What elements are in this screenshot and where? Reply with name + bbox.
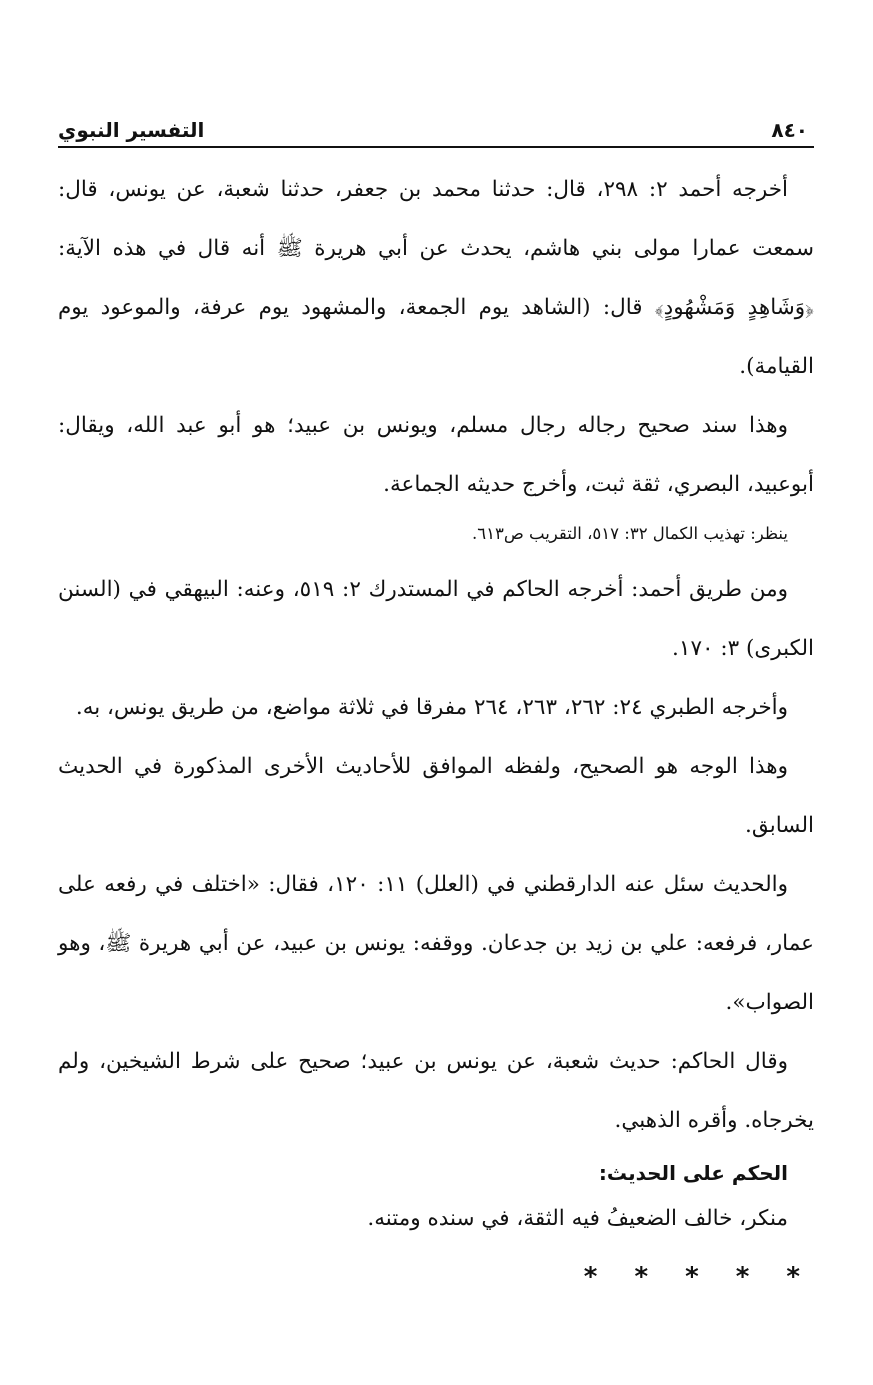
paragraph-takhrij-ahmad: أخرجه أحمد ٢: ٢٩٨، قال: حدثنا محمد بن جعفر، حدثنا شعبة، عن يونس، قال: سمعت عمارا مولى بني هاشم، يحدث عن أبي هريرة ﷺ أنه قال في هذه الآية: ﴿وَشَاهِدٍ وَمَشْهُودٍ﴾ قال: (الشاهد يوم الجمعة، والمشهود يوم عرفة، والموعود يوم القيامة).	[58, 177, 814, 379]
paragraph-correct-version: وهذا الوجه هو الصحيح، ولفظه الموافق للأحاديث الأخرى المذكورة في الحديث السابق.	[58, 754, 814, 838]
reference-note: ينظر: تهذيب الكمال ٣٢: ٥١٧، التقريب ص٦١٣.	[471, 524, 788, 543]
ruling-heading: الحكم على الحديث:	[598, 1161, 788, 1185]
paragraph-hakim-verdict: وقال الحاكم: حديث شعبة، عن يونس بن عبيد؛ صحيح على شرط الشيخين، ولم يخرجاه. وأقره الذهبي.	[58, 1049, 814, 1133]
page-number: ٨٤٠	[771, 118, 808, 142]
page-header	[58, 112, 814, 148]
paragraph-daraqutni-ilal: والحديث سئل عنه الدارقطني في (العلل) ١١: ١٢٠، فقال: «اختلف في رفعه على عمار، فرفعه: علي بن زيد بن جدعان. ووقفه: يونس بن عبيد، عن أبي هريرة ﷺ، وهو الصواب».	[58, 872, 814, 1015]
paragraph-hakim-route: ومن طريق أحمد: أخرجه الحاكم في المستدرك ٢: ٥١٩، وعنه: البيهقي في (السنن الكبرى) ٣: ١٧٠.	[58, 577, 814, 661]
section-separator: * * * * *	[583, 1262, 814, 1292]
ruling-text: منكر، خالف الضعيفُ فيه الثقة، في سنده ومتنه.	[367, 1206, 788, 1231]
paragraph-tabari-route: وأخرجه الطبري ٢٤: ٢٦٢، ٢٦٣، ٢٦٤ مفرقا في ثلاثة مواضع، من طريق يونس، به.	[75, 695, 788, 720]
paragraph-sanad-assessment: وهذا سند صحيح رجاله رجال مسلم، ويونس بن عبيد؛ هو أبو عبد الله، ويقال: أبوعبيد، البصري، ثقة ثبت، وأخرج حديثه الجماعة.	[58, 413, 814, 497]
page-body	[58, 160, 814, 1292]
book-title: التفسير النبوي	[58, 118, 205, 142]
book-page	[58, 112, 814, 1362]
